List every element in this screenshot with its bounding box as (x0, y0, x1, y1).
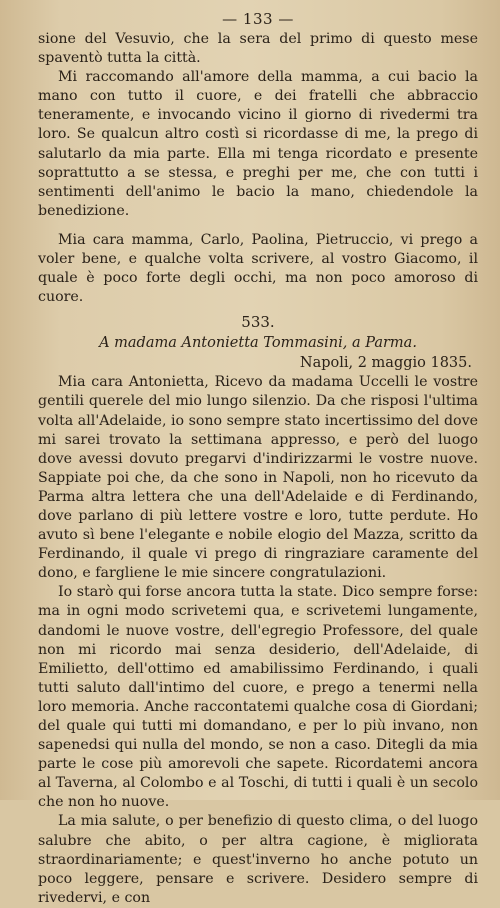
letter-recipient: A madama Antonietta Tommasini, a Parma. (99, 335, 417, 352)
paragraph: sione del Vesuvio, che la sera del primo di questo mese spaventò tutta la città. (38, 31, 478, 67)
spacer (38, 221, 478, 231)
paragraph: Mi raccomando all'amore della mamma, a cui bacio la mano con tutto il cuore, e dei fratelli che abbraccio teneramente, e invocando vicino il giorno di rivedermi tra loro. Se qualcun altro costì si ricordasse di me, la prego di salutarlo da mia parte. Ella mi tenga ricordato e presente soprattutto a se stessa, e preghi per me, che con tutti i sentimenti dell'animo le bacio la mano, chiedendole la benedizione. (38, 69, 478, 219)
paragraph: La mia salute, o per benefizio di questo clima, o del luogo salubre che abito, o per altra cagione, è migliorata straordinariamente; e quest'inverno ho anche potuto un poco leggere, pensare e scrivere. Desidero sempre di rivedervi, e con (38, 813, 478, 906)
letter-place-date: Napoli, 2 maggio 1835. (299, 355, 472, 372)
letter-number: 533. (241, 313, 275, 332)
paragraph: Io starò qui forse ancora tutta la state. Dico sempre forse: ma in ogni modo scrivetemi qua, e scrivetemi lungamente, dandomi le nuove vostre, dell'egregio Professore, del quale non mi ricordo mai senza desiderio, dell'Adelaide, di Emilietto, dell'ottimo ed amabilissimo Ferdinando, i quali tutti saluto dall'intimo del cuore, e prego a tenermi nella loro memoria. Anche raccontatemi qualche cosa di Giordani; del quale qui tutti mi domandano, e per lo più invano, non sapenedsi qui nulla del mondo, se non a caso. Ditegli da mia parte le cose più amorevoli che sapete. Ricordatemi ancora al Taverna, al Colombo e al Toschi, di tutti i quali è un secolo che non ho nuove. (38, 584, 478, 811)
paragraph: Mia cara Antonietta, Ricevo da madama Uccelli le vostre gentili querele del mio lungo silenzio. Da che risposi l'ultima volta all'Adelaide, io sono sempre stato incertissimo del dove mi sarei trovato la settimana appresso, e però del luogo dove avessi dovuto pregarvi d'indirizzarmi le vostre nuove. Sappiate poi che, da che sono in Napoli, non ho ricevuto da Parma altra lettera che una dell'Adelaide e di Ferdinando, dove parlano di più lettere vostre e loro, tutte perdute. Ho avuto sì bene l'elegante e nobile elogio del Mazza, scritto da Ferdinando, il quale vi prego di ringraziare caramente del dono, e fargliene le mie sincere congratulazioni. (38, 374, 478, 582)
paragraph: Mia cara mamma, Carlo, Paolina, Pietruccio, vi prego a voler bene, e qualche volta scrivere, al vostro Giacomo, il quale è poco forte degli occhi, ma non poco amoroso di cuore. (38, 231, 478, 306)
page-number: — 133 — (222, 10, 294, 28)
